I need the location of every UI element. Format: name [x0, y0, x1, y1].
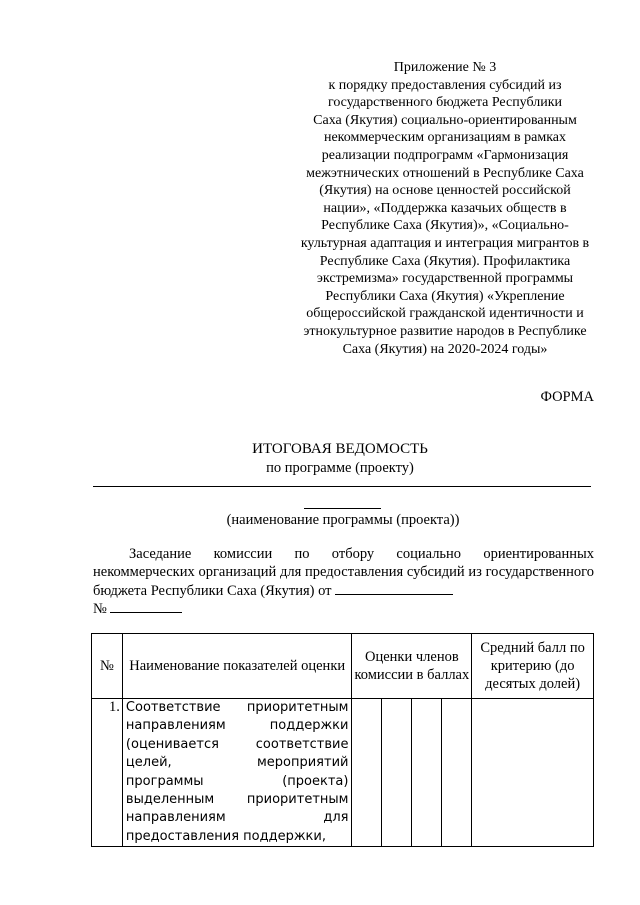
number-prefix: № [93, 601, 107, 618]
appendix-line: Саха (Якутия) социально-ориентированным [313, 112, 577, 128]
rating-table [91, 633, 594, 847]
appendix-line: Саха (Якутия) на 2020-2024 годы» [342, 341, 548, 357]
form-label: ФОРМА [540, 389, 594, 405]
member-score-cell [352, 699, 382, 847]
row-criterion: Соответствие приоритетным направлениям поддержки (оценивается соответствие целей, мероприятий программы (проекта) выделенным приоритетным направлениям для предоставления поддержки, [122, 699, 352, 847]
document-subtitle: по программе (проекту) [266, 460, 414, 476]
member-score-cell [412, 699, 442, 847]
appendix-line: межэтнических отношений в Республике Саха [306, 165, 584, 181]
program-name-short-line [304, 508, 381, 509]
date-blank [335, 582, 453, 595]
appendix-line: Республике Саха (Якутия). Профилактика [319, 253, 571, 269]
member-score-cell [442, 699, 472, 847]
document-title: ИТОГОВАЯ ВЕДОМОСТЬ [252, 441, 428, 457]
table-header-row [92, 634, 594, 699]
number-blank [110, 600, 182, 613]
appendix-line: Республики Саха (Якутия) «Укрепление [325, 288, 565, 304]
table-row [92, 699, 594, 847]
appendix-line: реализации подпрограмм «Гармонизация [321, 147, 569, 163]
average-score-cell [472, 699, 594, 847]
appendix-line: (Якутия) на основе ценностей российской [319, 183, 571, 199]
appendix-line: нации», «Поддержка казачьих обществ в [323, 200, 567, 216]
program-name-caption: (наименование программы (проекта)) [226, 512, 460, 528]
appendix-block [280, 59, 610, 358]
appendix-line: общероссийской гражданской идентичности и [306, 306, 584, 322]
meeting-paragraph [93, 545, 594, 619]
header-members: Оценки членов комиссии в баллах [352, 634, 472, 699]
meeting-text: Заседание комиссии по отбору социально ориентированных некоммерческих организаций для предоставления субсидий из государственного бюджета Республики Саха (Якутия) от [93, 546, 594, 599]
header-average: Средний балл по критерию (до десятых долей) [472, 634, 594, 699]
header-num: № [92, 634, 123, 699]
appendix-line: Приложение № 3 [393, 60, 497, 75]
appendix-line: государственного бюджета Республики [327, 95, 563, 111]
appendix-line: некоммерческим организациям в рамках [323, 130, 567, 146]
appendix-line: к порядку предоставления субсидий из [328, 77, 562, 93]
member-score-cell [382, 699, 412, 847]
row-num: 1. [92, 699, 123, 847]
appendix-line: этнокультурное развитие народов в Республике [303, 323, 587, 339]
appendix-line: Республике Саха (Якутия)», «Социально- [321, 218, 569, 234]
program-name-line [93, 486, 591, 487]
appendix-line: культурная адаптация и интеграция мигрантов в [300, 235, 590, 251]
appendix-line: экстремизма» государственной программы [316, 271, 574, 287]
header-indicator: Наименование показателей оценки [122, 634, 352, 699]
